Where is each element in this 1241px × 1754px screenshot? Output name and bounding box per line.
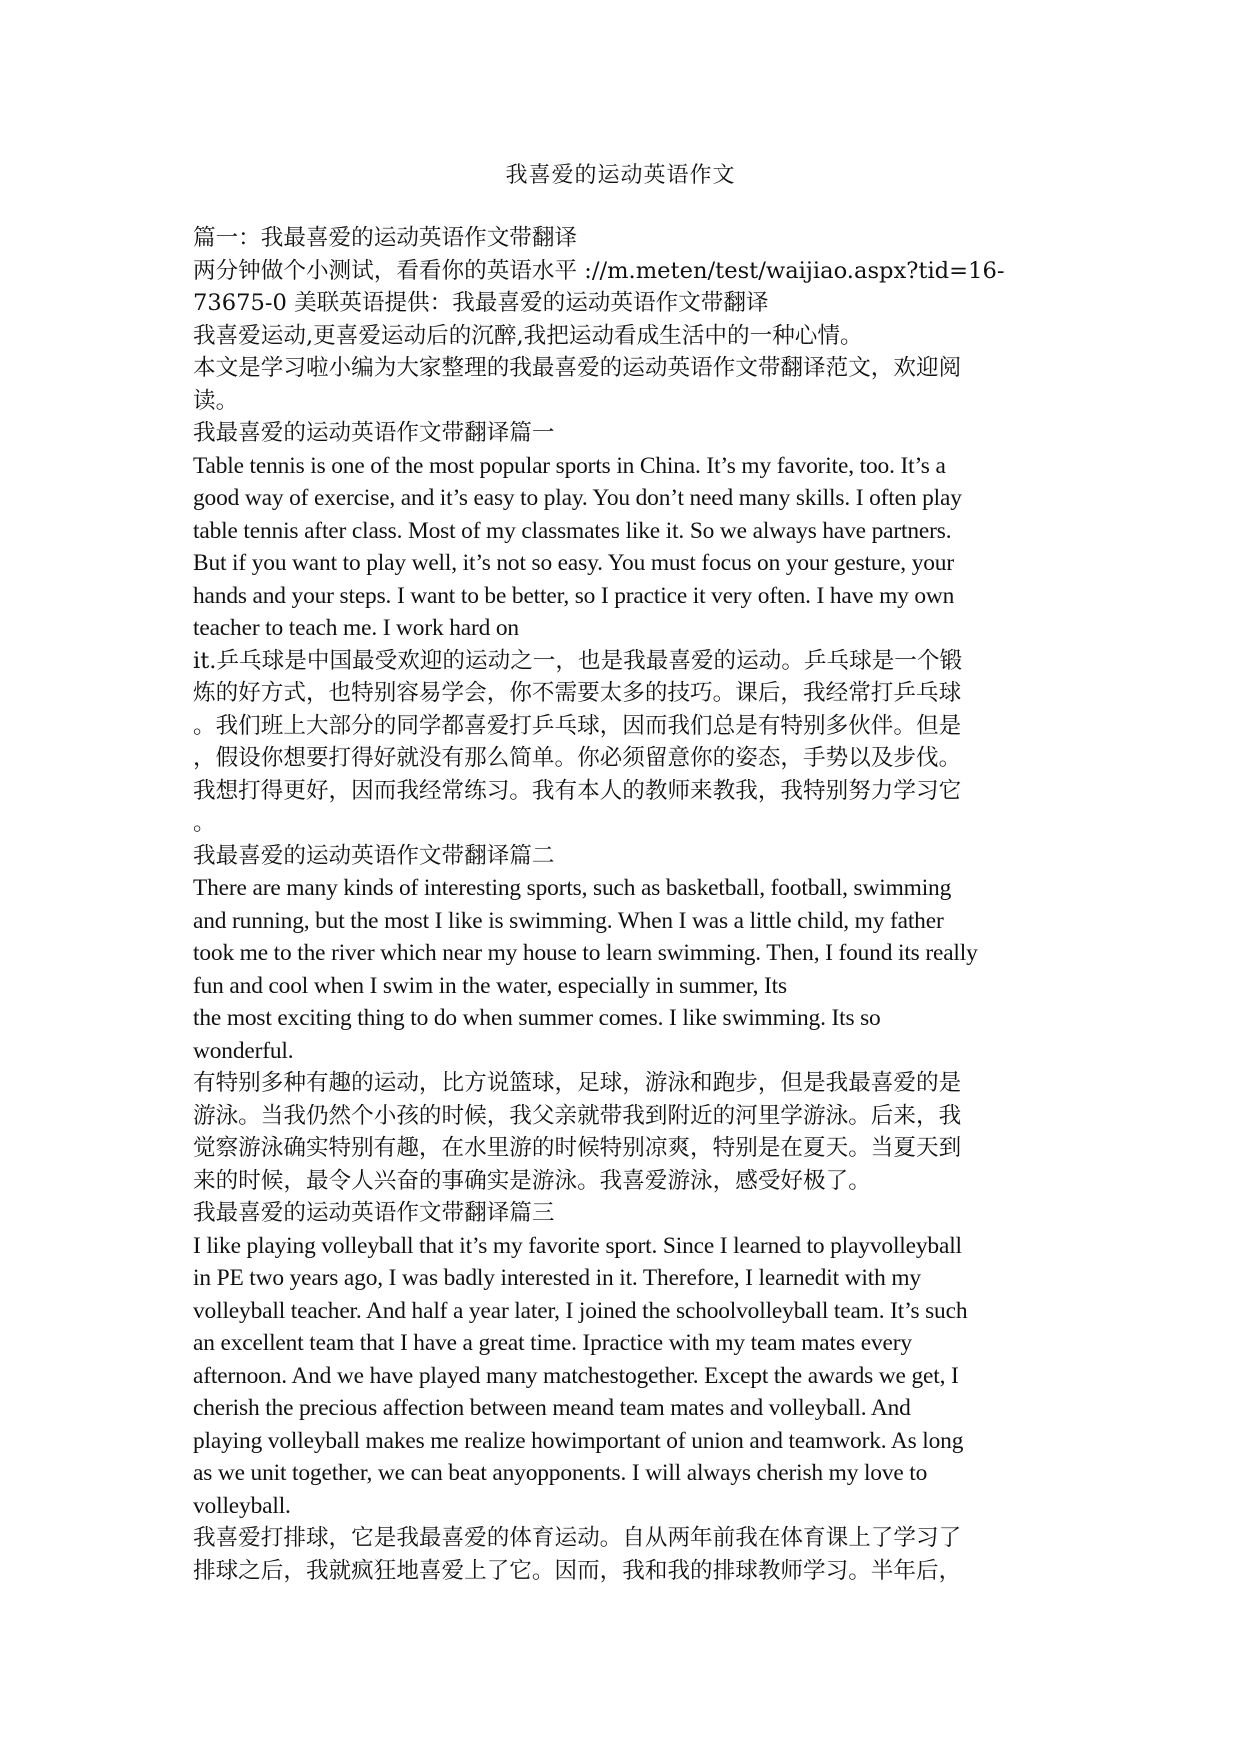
text-line: 游泳。当我仍然个小孩的时候，我父亲就带我到附近的河里学游泳。后来，我 (193, 1102, 962, 1129)
text-line: 我喜爱打排球，它是我最喜爱的体育运动。自从两年前我在体育课上了学习了 (193, 1525, 962, 1551)
text-line: ，假设你想要打得好就没有那么简单。你必须留意你的姿态，手势以及步伐。 (193, 745, 962, 771)
text-line: 来的时候，最令人兴奋的事确实是游泳。我喜爱游泳，感受好极了。 (193, 1167, 871, 1194)
text-line: 读。 (193, 387, 239, 414)
text-line: 我最喜爱的运动英语作文带翻译篇三 (193, 1200, 555, 1226)
text-line: 篇一：我最喜爱的运动英语作文带翻译 (193, 225, 578, 251)
text-line: 本文是学习啦小编为大家整理的我最喜爱的运动英语作文带翻译范文，欢迎阅 (193, 355, 962, 381)
text-line: it.乒乓球是中国最受欢迎的运动之一，也是我最喜爱的运动。乒乓球是一个锻 (193, 647, 963, 674)
document-title: 我喜爱的运动英语作文 (505, 163, 736, 188)
text-line: 我最喜爱的运动英语作文带翻译篇二 (193, 842, 555, 869)
text-line: But if you want to play well, it’s not so easy. You must focus on your gesture, your (193, 550, 954, 576)
text-line: 我喜爱运动,更喜爱运动后的沉醉,我把运动看成生活中的一种心情。 (193, 322, 863, 349)
text-line: table tennis after class. Most of my classmates like it. So we always have partners. (193, 517, 952, 544)
text-line: cherish the precious affection between meand team mates and volleyball. And (193, 1395, 911, 1421)
text-line: volleyball. (193, 1492, 291, 1519)
text-line: 有特别多种有趣的运动，比方说篮球，足球，游泳和跑步，但是我最喜爱的是 (193, 1070, 962, 1096)
text-line: 炼的好方式，也特别容易学会，你不需要太多的技巧。课后，我经常打乒乓球 (193, 680, 962, 706)
text-line: Table tennis is one of the most popular sports in China. It’s my favorite, too. It’s a (193, 452, 946, 479)
text-line: good way of exercise, and it’s easy to play. You don’t need many skills. I often play (193, 485, 962, 511)
text-line: took me to the river which near my house to learn swimming. Then, I found its really (193, 940, 978, 966)
text-line: There are many kinds of interesting sports, such as basketball, football, swimming (193, 875, 952, 901)
text-line: fun and cool when I swim in the water, especially in summer, Its (193, 972, 787, 999)
text-line: 两分钟做个小测试，看看你的英语水平 ://m.meten/test/waijiao.aspx?tid=16- (193, 257, 1005, 284)
text-line: 。 (193, 810, 216, 836)
text-line: volleyball teacher. And half a year later, I joined the schoolvolleyball team. It’s such (193, 1297, 968, 1324)
text-line: teacher to teach me. I work hard on (193, 615, 519, 641)
text-line: wonderful. (193, 1037, 294, 1064)
text-line: the most exciting thing to do when summer comes. I like swimming. Its so (193, 1005, 881, 1031)
text-line: 觉察游泳确实特别有趣，在水里游的时候特别凉爽，特别是在夏天。当夏天到 (193, 1135, 962, 1161)
text-line: 我最喜爱的运动英语作文带翻译篇一 (193, 420, 555, 446)
text-line: afternoon. And we have played many matchestogether. Except the awards we get, I (193, 1362, 959, 1389)
text-line: 排球之后，我就疯狂地喜爱上了它。因而，我和我的排球教师学习。半年后， (193, 1557, 962, 1584)
text-line: 我想打得更好，因而我经常练习。我有本人的教师来教我，我特别努力学习它 (193, 777, 962, 804)
text-line: in PE two years ago, I was badly interested in it. Therefore, I learnedit with my (193, 1265, 921, 1291)
text-line: I like playing volleyball that it’s my favorite sport. Since I learned to playvolleyball (193, 1232, 962, 1259)
text-line: hands and your steps. I want to be better, so I practice it very often. I have my own (193, 582, 955, 609)
document-body (193, 222, 1045, 1587)
text-line: 73675-0 美联英语提供：我最喜爱的运动英语作文带翻译 (193, 290, 769, 316)
text-line: playing volleyball makes me realize howimportant of union and teamwork. As long (193, 1427, 964, 1454)
text-line: an excellent team that I have a great time. Ipractice with my team mates every (193, 1330, 912, 1356)
text-line: and running, but the most I like is swimming. When I was a little child, my father (193, 907, 944, 934)
text-line: as we unit together, we can beat anyopponents. I will always cherish my love to (193, 1460, 928, 1486)
text-line: 。我们班上大部分的同学都喜爱打乒乓球，因而我们总是有特别多伙伴。但是 (193, 712, 962, 739)
